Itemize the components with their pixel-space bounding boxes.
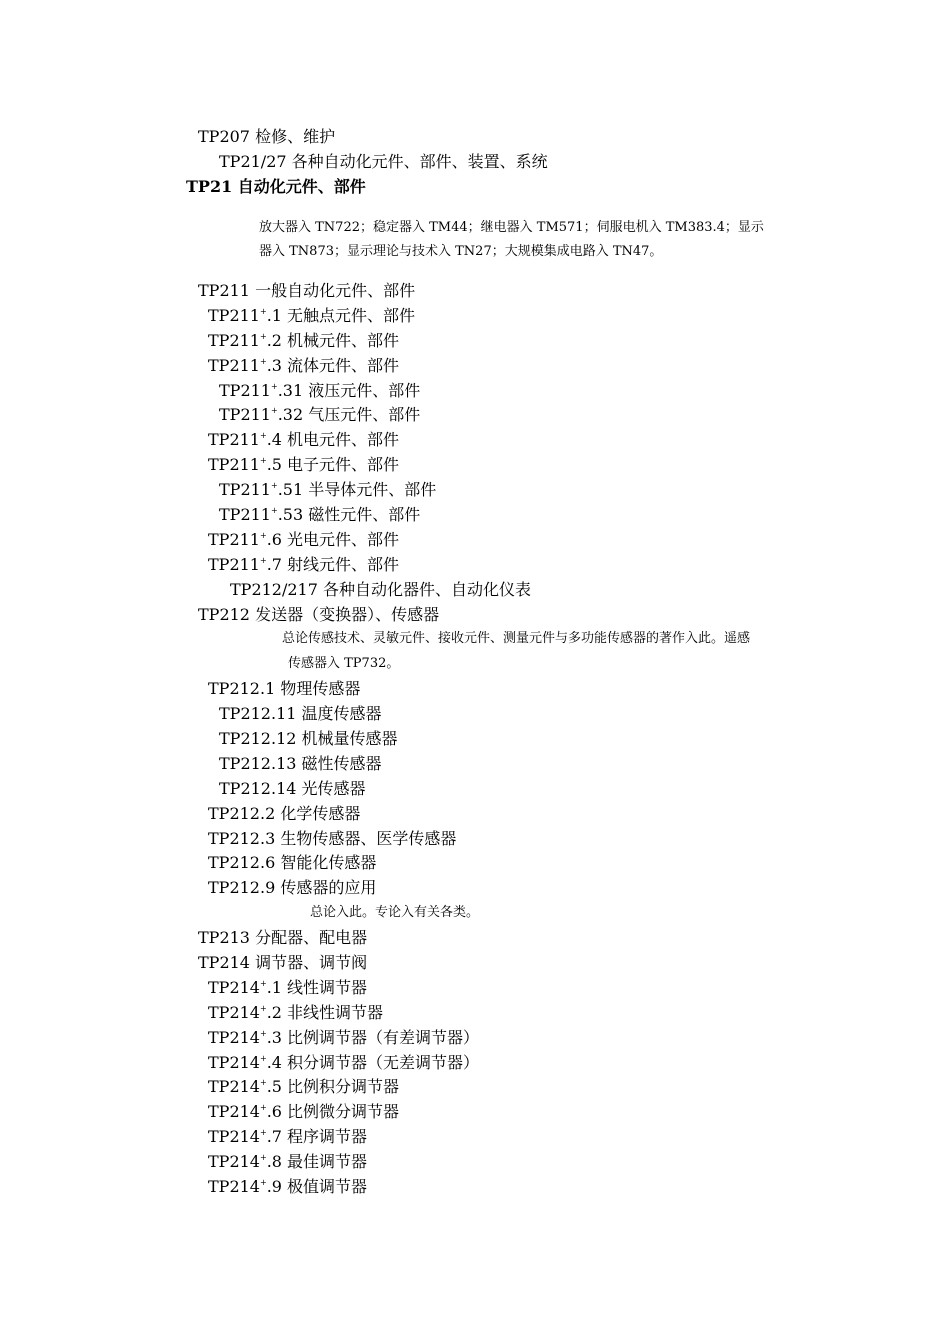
entry-code: TP211 <box>219 480 271 499</box>
entry-title: 检修、维护 <box>255 127 336 146</box>
entry-tp211-31 <box>219 381 420 401</box>
entry-tp21-27 <box>219 152 548 172</box>
entry-tp21 <box>186 177 366 197</box>
note-tp212-line2: 传感器入 TP732。 <box>288 656 400 671</box>
entry-tp211-5 <box>208 455 399 475</box>
entry-sup: + <box>259 556 267 565</box>
entry-code: TP214 <box>208 978 260 997</box>
entry-code: TP214 <box>208 1152 260 1171</box>
entry-sup: + <box>259 1153 267 1162</box>
entry-suffix: .1 <box>266 306 282 325</box>
entry-tp211-4 <box>208 430 399 450</box>
entry-tp211-1 <box>208 306 415 326</box>
entry-code: TP212.6 <box>208 853 276 872</box>
entry-title: 极值调节器 <box>287 1177 368 1196</box>
entry-code: TP211 <box>219 405 271 424</box>
entry-title: 调节器、调节阀 <box>255 953 368 972</box>
entry-code: TP212 <box>198 605 250 624</box>
entry-sup: + <box>259 332 267 341</box>
entry-code: TP211 <box>208 430 260 449</box>
entry-sup: + <box>259 1029 267 1038</box>
entry-tp212-2 <box>208 804 360 824</box>
entry-code: TP214 <box>208 1053 260 1072</box>
entry-suffix: .31 <box>277 381 304 400</box>
entry-tp212-217 <box>230 580 531 600</box>
entry-title: 智能化传感器 <box>280 853 377 872</box>
entry-suffix: .6 <box>266 1102 282 1121</box>
entry-suffix: .9 <box>266 1177 282 1196</box>
entry-title: 机械量传感器 <box>301 729 398 748</box>
entry-tp212-9 <box>208 878 376 898</box>
entry-tp211-53 <box>219 505 420 525</box>
entry-title: 磁性传感器 <box>301 754 382 773</box>
entry-sup: + <box>259 1078 267 1087</box>
entry-tp211 <box>198 281 415 301</box>
entry-tp212-13 <box>219 754 382 774</box>
entry-code: TP207 <box>198 127 250 146</box>
entry-tp211-6 <box>208 530 399 550</box>
note-tp212-9: 总论入此。专论入有关各类。 <box>310 905 480 920</box>
entry-code: TP211 <box>208 356 260 375</box>
entry-sup: + <box>270 506 278 515</box>
entry-sup: + <box>259 307 267 316</box>
entry-tp207 <box>198 127 335 147</box>
entry-code: TP212.13 <box>219 754 297 773</box>
entry-code: TP212.12 <box>219 729 297 748</box>
entry-code: TP214 <box>208 1077 260 1096</box>
entry-title: 气压元件、部件 <box>308 405 421 424</box>
entry-suffix: .1 <box>266 978 282 997</box>
entry-suffix: .2 <box>266 331 282 350</box>
entry-title: 比例积分调节器 <box>287 1077 400 1096</box>
entry-sup: + <box>259 1054 267 1063</box>
entry-suffix: .4 <box>266 430 282 449</box>
entry-tp214 <box>198 953 367 973</box>
entry-title: 各种自动化元件、部件、装置、系统 <box>291 152 548 171</box>
entry-title: 线性调节器 <box>287 978 368 997</box>
entry-suffix: .7 <box>266 555 282 574</box>
entry-title: 射线元件、部件 <box>287 555 400 574</box>
entry-title: 光电元件、部件 <box>287 530 400 549</box>
entry-code: TP214 <box>208 1028 260 1047</box>
entry-title: 各种自动化器件、自动化仪表 <box>323 580 532 599</box>
entry-suffix: .32 <box>277 405 304 424</box>
entry-title: 半导体元件、部件 <box>308 480 437 499</box>
entry-title: 最佳调节器 <box>287 1152 368 1171</box>
entry-title: 流体元件、部件 <box>287 356 400 375</box>
entry-code: TP211 <box>219 381 271 400</box>
entry-suffix: .51 <box>277 480 304 499</box>
entry-code: TP212/217 <box>230 580 318 599</box>
entry-tp211-7 <box>208 555 399 575</box>
entry-tp212-12 <box>219 729 398 749</box>
entry-code: TP211 <box>208 555 260 574</box>
entry-sup: + <box>270 481 278 490</box>
entry-title: 物理传感器 <box>280 679 361 698</box>
entry-sup: + <box>270 406 278 415</box>
entry-sup: + <box>259 456 267 465</box>
entry-code: TP214 <box>208 1102 260 1121</box>
entry-title: 光传感器 <box>301 779 366 798</box>
entry-suffix: .6 <box>266 530 282 549</box>
entry-tp214-7 <box>208 1127 367 1147</box>
entry-suffix: .4 <box>266 1053 282 1072</box>
entry-title: 一般自动化元件、部件 <box>255 281 416 300</box>
entry-code: TP214 <box>208 1177 260 1196</box>
entry-title: 液压元件、部件 <box>308 381 421 400</box>
entry-title: 传感器的应用 <box>280 878 377 897</box>
entry-tp214-2 <box>208 1003 383 1023</box>
entry-title: 分配器、配电器 <box>255 928 368 947</box>
entry-title: 机械元件、部件 <box>287 331 400 350</box>
entry-title: 生物传感器、医学传感器 <box>280 829 457 848</box>
entry-sup: + <box>259 531 267 540</box>
entry-tp211-51 <box>219 480 436 500</box>
entry-tp211-3 <box>208 356 399 376</box>
entry-tp214-5 <box>208 1077 399 1097</box>
entry-tp212-1 <box>208 679 360 699</box>
entry-code: TP212.9 <box>208 878 276 897</box>
entry-code: TP212.1 <box>208 679 276 698</box>
entry-title: 自动化元件、部件 <box>237 177 366 196</box>
entry-code: TP212.14 <box>219 779 297 798</box>
entry-sup: + <box>259 357 267 366</box>
entry-code: TP211 <box>198 281 250 300</box>
entry-suffix: .2 <box>266 1003 282 1022</box>
entry-sup: + <box>259 431 267 440</box>
entry-tp211-2 <box>208 331 399 351</box>
entry-code: TP211 <box>208 455 260 474</box>
entry-title: 比例调节器（有差调节器） <box>287 1028 480 1047</box>
entry-title: 机电元件、部件 <box>287 430 400 449</box>
entry-suffix: .3 <box>266 1028 282 1047</box>
entry-suffix: .5 <box>266 1077 282 1096</box>
entry-tp213 <box>198 928 367 948</box>
entry-sup: + <box>259 979 267 988</box>
entry-tp212-3 <box>208 829 456 849</box>
entry-tp214-3 <box>208 1028 479 1048</box>
entry-suffix: .3 <box>266 356 282 375</box>
entry-title: 磁性元件、部件 <box>308 505 421 524</box>
entry-code: TP214 <box>198 953 250 972</box>
entry-sup: + <box>259 1103 267 1112</box>
entry-title: 非线性调节器 <box>287 1003 384 1022</box>
note-tp21-line2: 器入 TN873；显示理论与技术入 TN27；大规模集成电路入 TN47。 <box>259 244 663 259</box>
entry-title: 电子元件、部件 <box>287 455 400 474</box>
entry-tp212-11 <box>219 704 382 724</box>
entry-sup: + <box>270 382 278 391</box>
entry-code: TP211 <box>208 306 260 325</box>
entry-title: 温度传感器 <box>301 704 382 723</box>
entry-tp214-9 <box>208 1177 367 1197</box>
entry-title: 程序调节器 <box>287 1127 368 1146</box>
entry-suffix: .7 <box>266 1127 282 1146</box>
entry-suffix: .8 <box>266 1152 282 1171</box>
note-tp212-line1: 总论传感技术、灵敏元件、接收元件、测量元件与多功能传感器的著作入此。遥感 <box>282 631 751 646</box>
entry-tp214-8 <box>208 1152 367 1172</box>
entry-code: TP214 <box>208 1003 260 1022</box>
entry-suffix: .5 <box>266 455 282 474</box>
entry-code: TP214 <box>208 1127 260 1146</box>
entry-code: TP212.3 <box>208 829 276 848</box>
entry-title: 比例微分调节器 <box>287 1102 400 1121</box>
entry-tp212 <box>198 605 439 625</box>
entry-code: TP211 <box>208 530 260 549</box>
note-tp21-line1: 放大器入 TN722；稳定器入 TM44；继电器入 TM571；伺服电机入 TM383.4；显示 <box>259 220 764 235</box>
entry-title: 发送器（变换器）、传感器 <box>255 605 440 624</box>
entry-code: TP212.11 <box>219 704 297 723</box>
entry-tp214-4 <box>208 1053 479 1073</box>
entry-code: TP211 <box>219 505 271 524</box>
entry-tp212-6 <box>208 853 376 873</box>
entry-code: TP213 <box>198 928 250 947</box>
entry-title: 化学传感器 <box>280 804 361 823</box>
entry-code: TP21 <box>186 177 233 196</box>
entry-code: TP21/27 <box>219 152 287 171</box>
entry-tp211-32 <box>219 405 420 425</box>
entry-title: 无触点元件、部件 <box>287 306 416 325</box>
entry-tp212-14 <box>219 779 366 799</box>
entry-sup: + <box>259 1004 267 1013</box>
entry-code: TP212.2 <box>208 804 276 823</box>
entry-tp214-6 <box>208 1102 399 1122</box>
entry-sup: + <box>259 1178 267 1187</box>
entry-sup: + <box>259 1128 267 1137</box>
entry-tp214-1 <box>208 978 367 998</box>
entry-suffix: .53 <box>277 505 304 524</box>
entry-title: 积分调节器（无差调节器） <box>287 1053 480 1072</box>
entry-code: TP211 <box>208 331 260 350</box>
